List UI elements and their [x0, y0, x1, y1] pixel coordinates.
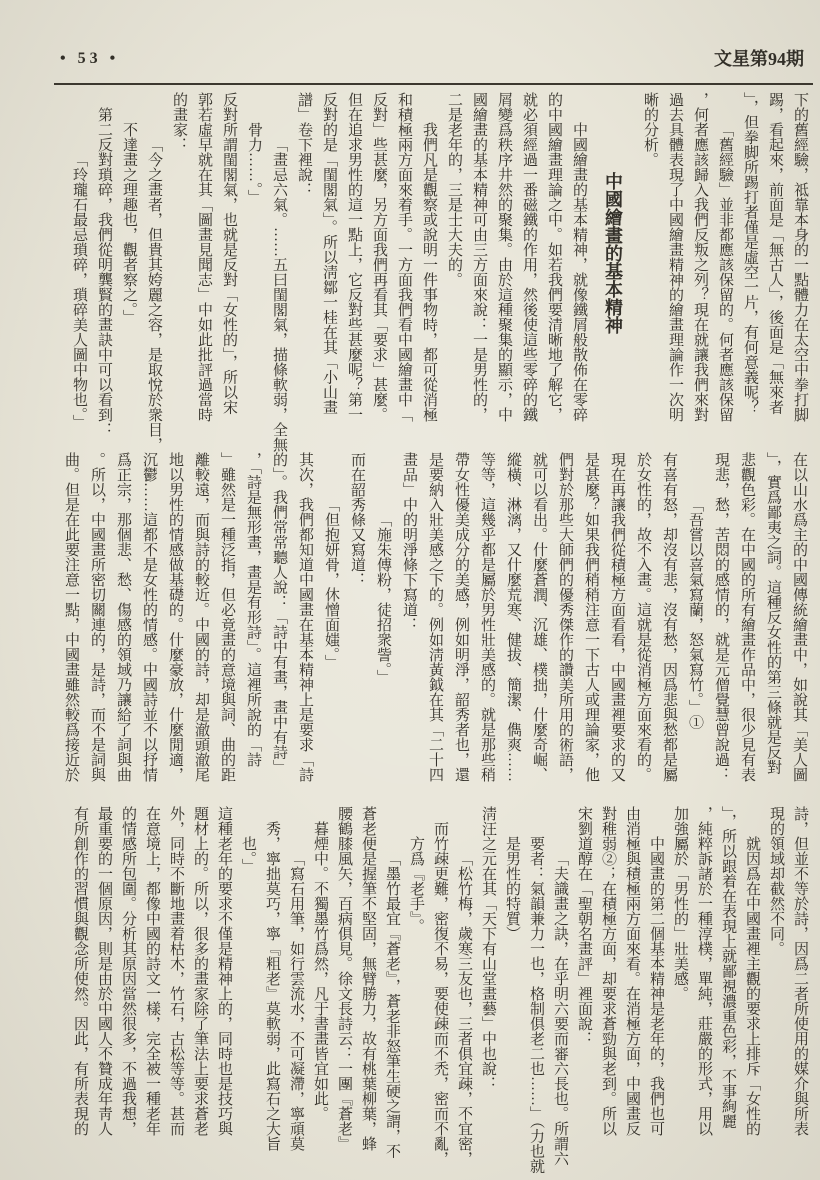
text-column: 有喜有怒，却沒有悲，沒有愁，因爲悲與愁都是屬: [661, 452, 677, 782]
text-column: 」，所以跟着在表現上就鄙視濃重色彩，不事絢麗: [720, 806, 736, 1129]
text-column: ，何者應該歸入我們反叛之列？現在就讓我們來對: [692, 92, 708, 422]
text-column: 」，但拳脚所踢打者僅是虛空一片，有何意義呢？: [742, 92, 758, 415]
text-column: 第二反對瑣碎，我們從明龔賢的畫訣中可以看到：: [96, 107, 112, 437]
text-column: 不達畫之理趣也，觀者察之。」: [121, 122, 137, 325]
text-column: 方爲『老手』。: [408, 836, 424, 934]
text-column: 「但抱妍骨，休憎面媸。」: [323, 497, 339, 670]
magazine-masthead: 文星第94期: [714, 49, 804, 69]
text-column: 縱橫、淋漓，又什麼荒寒、健拔、簡潔、儁爽……: [505, 452, 521, 782]
text-column: 和積極兩方面來着手。一方面我們看中國繪畫中「: [396, 92, 412, 422]
text-column: 「吾嘗以喜氣寫蘭，怒氣寫竹。」①: [687, 497, 703, 730]
text-column: 的畫家：: [171, 92, 187, 152]
text-column: 悲觀色彩。在中國的所有繪畫作品中，很少見有表: [739, 452, 755, 782]
text-column: 反對所謂閨閣氣，也就是反對「女性的」，所以宋: [221, 92, 237, 415]
text-column: 就可以看出。什麼蒼潤、沉雄、樸拙，什麼奇崛、: [531, 452, 547, 782]
text-column: 我們凡是觀察或說明一件事物時，都可從消極: [421, 122, 437, 422]
text-column: 郭若虛早就在其「圖畫見聞志」中如此批評過當時: [196, 92, 212, 422]
page-number: • 53 •: [60, 50, 120, 67]
text-column: 但在追求男性的這一點上，它反對些甚麼呢？第一: [346, 92, 362, 422]
text-column: 而在韶秀條又寫道：: [349, 452, 365, 587]
text-column: 蒼老便是握筆不堅固，無臂勝力，故有桃葉柳葉，蜂: [360, 806, 376, 1151]
text-column: 是男性的特質）: [504, 836, 520, 941]
section-heading: 中國繪畫的基本精神: [603, 171, 623, 334]
text-column: 帶女性優美成分的美感，例如明淨，韶秀者也，還: [453, 452, 469, 782]
text-column: 最重要的一個原因，則是由於中國人不贊成年靑人: [96, 806, 112, 1136]
text-column: 踢，看起來，前面是「無古人」，後面是「無來者: [767, 92, 783, 415]
text-column: 「畫忌六氣。……五曰閨閣氣，描條軟弱，全無: [271, 137, 287, 452]
text-column: 這種老年的要求不僅是精神上的，同時也是技巧與: [216, 806, 232, 1136]
text-column: 於女性的，故不入畫。這就是從消極方面來看的。: [635, 452, 651, 782]
text-column: 「舊經驗」並非都應該保留的。何者應該保留: [717, 122, 733, 422]
text-column: 中國繪畫的基本精神，就像鐵屑般散佈在零碎: [571, 122, 587, 422]
text-column: 爲正宗，那個悲、愁、傷感的領域乃讓給了詞與曲: [115, 452, 131, 782]
text-column: 暮煙中。不獨墨竹爲然，凡于書畫皆宜如此。: [312, 821, 328, 1121]
text-column: 其次，我們都知道中國畫在基本精神上是要求「詩: [297, 452, 313, 782]
text-column: 「墨竹最宜『蒼老』，蒼老非怒筆生硬之謂，不: [384, 851, 400, 1159]
text-column: 就因爲在中國畫裡主觀的要求上排斥「女性的: [744, 836, 760, 1136]
text-column: 淸汪之元在其「天下有山堂畫藝」中也說：: [480, 806, 496, 1091]
text-column: 腰鶴膝風矢，百病俱見。徐文長詩云：一團『蒼老』: [336, 806, 352, 1151]
text-column: 詩，但並不等於詩，因爲二者所使用的媒介與所表: [792, 806, 808, 1136]
text-column: 「夫識畫之訣，在乎明六要而審六長也。所謂六: [552, 851, 568, 1166]
text-column: 骨力……。」: [246, 122, 262, 205]
text-column: 由消極與積極兩方面來看。在消極方面，中國畫反: [624, 806, 640, 1136]
text-column: 的」。我們常常聽人說：「詩中有畫，畫中有詩」: [271, 452, 287, 775]
text-column: 地以男性的情感做基礎的。什麼豪放，什麼閒適，: [167, 452, 183, 782]
text-column: 中國畫的第二個基本精神是老年的，我們也可: [648, 836, 664, 1136]
text-column: 反對的是「閨閣氣」。所以淸鄒一桂在其「小山畫: [321, 92, 337, 415]
text-column: 沉鬱……這都不是女性的情感。中國詩並不以抒情: [141, 452, 157, 782]
text-column: 加強屬於「男性的」壯美感。: [672, 806, 688, 1001]
text-column: 宋劉道醇在「聖朝名畫評」裡面說：: [576, 806, 592, 1046]
text-column: 反對」些甚麼，另方面我們再看其「要求」甚麼。: [371, 92, 387, 422]
text-column: 秀，寧拙莫巧，寧『粗老』莫軟弱，此寫石之大旨: [264, 821, 280, 1151]
text-column: 的情感所包圍。分析其原因當然很多，不過我想，: [120, 806, 136, 1136]
text-column: 「施朱傅粉，徒招衆訾。」: [375, 512, 391, 685]
article-band-1: [60, 92, 812, 452]
text-column: 畫品」中的明淨條下寫道：: [401, 452, 417, 632]
text-column: 現悲，愁，苦悶的感情的，就是元僧覺慧曾說過：: [713, 452, 729, 782]
text-column: 譜」卷下裡說：: [296, 92, 312, 197]
text-column: 。所以，中國畫所密切關連的，是詩，而不是詞與: [89, 452, 105, 782]
text-column: 現的領域却截然不同。: [768, 806, 784, 956]
text-column: 外，同時不斷地畫着枯木，竹石，古松等等。甚而: [168, 806, 184, 1136]
text-column: 「寫石用筆，如行雲流水，不可凝滯，寧頑莫: [288, 851, 304, 1151]
text-column: 要者：氣韻兼力一也，格制俱老二也……」（力也就: [528, 836, 544, 1174]
text-column: 在以山水爲主的中國傳統繪畫中，如說其「美人圖: [791, 452, 807, 782]
text-column: 」雖然是一種泛指，但必竟畫的意境與詞、曲的距: [219, 452, 235, 782]
text-column: 「今之畫者，但貴其姱麗之容，是取悅於衆目，: [146, 137, 162, 452]
text-column: 離較遠，而與詩的較近。中國的詩，却是澈頭澈尾: [193, 452, 209, 782]
header-rule: [54, 83, 813, 85]
text-column: 國繪畫的基本精神可由三方面來說：一是男性的，: [471, 92, 487, 422]
article-band-3: [60, 806, 812, 1174]
text-column: 二是老年的，三是士大夫的。: [446, 92, 462, 287]
text-column: 「玲瓏石最忌瑣碎，瑣碎美人圖中物也。」: [71, 152, 87, 430]
text-column: 屑變爲秩序井然的聚集。由於這種聚集的顯示，中: [496, 92, 512, 422]
text-column: 的中國繪畫理論之中。如若我們要清晰地了解它，: [546, 92, 562, 422]
article-band-2: [60, 452, 812, 799]
text-column: 曲。但是在此要注意一點，中國畫雖然較爲接近於: [63, 452, 79, 782]
text-column: 題材上的。所以，很多的畫家除了筆法上要求蒼老: [192, 806, 208, 1136]
text-column: 是甚麼？如果我們稍稍注意一下古人或理論家，他: [583, 452, 599, 782]
text-column: 下的舊經驗，祗靠本身的一點體力在太空中拳打脚: [792, 92, 808, 422]
text-column: 們對於那些大師們的優秀傑作的讚美所用的術語，: [557, 452, 573, 782]
text-column: 而竹疎更難，密復不易，要使疎而不禿，密而不亂，: [432, 821, 448, 1166]
text-column: 過去具體表現了中國繪畫精神的繪畫理論作一次明: [667, 92, 683, 422]
text-column: 對稚弱②；在積極方面，却要求蒼勁與老到。所以: [600, 806, 616, 1136]
text-column: 就必須經過一番磁鐵的作用，然後使這些零碎的鐵: [521, 92, 537, 422]
text-column: 晰的分析。: [642, 92, 658, 167]
text-column: ，純粹訴諸於一種淳樸，單純，莊嚴的形式，用以: [696, 806, 712, 1136]
text-column: 有所創作的習慣與觀念所使然。因此，有所表現的: [72, 806, 88, 1136]
text-column: 「松竹梅，歲寒三友也，三者俱宜疎，不宜密，: [456, 851, 472, 1166]
text-column: 也。」: [240, 836, 256, 874]
text-column: 是要納入壯美感之下的。例如淸黃鉞在其「二十四: [427, 452, 443, 782]
text-column: 現在再讓我們從積極方面看看，中國畫裡要求的又: [609, 452, 625, 782]
text-column: 等等，這幾乎都是屬於男性壯美感的。就是那些稍: [479, 452, 495, 782]
text-column: ，「詩是無形畫，畫是有形詩」。這裡所說的「詩: [245, 452, 261, 767]
text-column: 」，實爲鄙夷之詞。這種反女性的第三條就是反對: [765, 452, 781, 775]
text-column: 在意境上，都像中國的詩文一樣，完全被一種老年: [144, 806, 160, 1136]
